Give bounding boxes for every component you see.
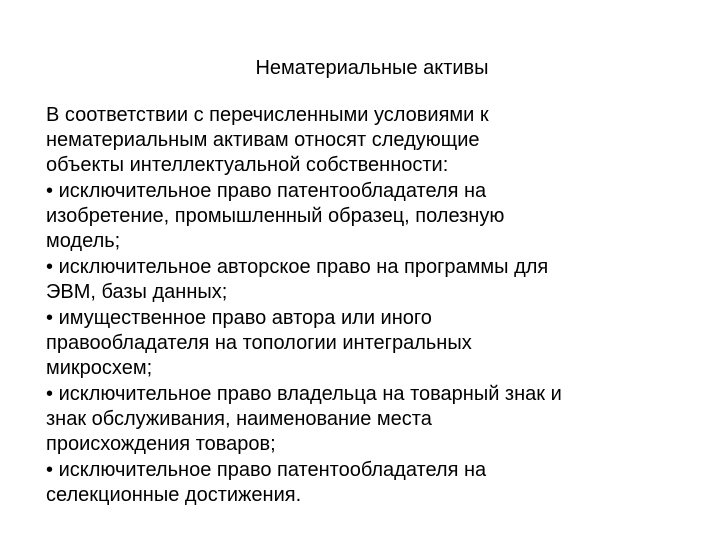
bullet-line: правообладателя на топологии интегральных — [46, 332, 472, 354]
bullet-item — [46, 179, 716, 254]
bullet-line: ЭВМ, базы данных; — [46, 281, 228, 303]
bullet-line: изобретение, промышленный образец, полезную — [46, 205, 505, 227]
bullet-line: происхождения товаров; — [46, 433, 276, 455]
bullet-line: модель; — [46, 230, 121, 252]
intro-line: В соответствии с перечисленными условиями к — [46, 104, 489, 126]
bullet-line: микросхем; — [46, 357, 153, 379]
bullet-line: имущественное право автора или иного — [53, 307, 432, 329]
bullet-marker: • — [46, 459, 54, 481]
intro-line: нематериальным активам относят следующие — [46, 129, 480, 151]
bullet-item — [46, 306, 716, 381]
slide-title: Нематериальные активы — [255, 57, 489, 79]
bullet-marker: • — [46, 307, 54, 329]
bullet-line: исключительное право патентообладателя на — [53, 459, 487, 481]
bullet-line: исключительное право патентообладателя на — [53, 180, 487, 202]
bullet-line: знак обслуживания, наименование места — [46, 408, 432, 430]
bullet-line: исключительное право владельца на товарный знак и — [53, 383, 562, 405]
bullet-marker: • — [46, 180, 54, 202]
bullet-line: селекционные достижения. — [46, 484, 302, 506]
bullet-marker: • — [46, 383, 54, 405]
bullet-item — [46, 458, 716, 508]
bullet-marker: • — [46, 256, 54, 278]
bullet-item — [46, 255, 716, 305]
intro-paragraph — [46, 103, 716, 178]
bullet-item — [46, 382, 716, 457]
slide-body — [46, 103, 716, 509]
bullet-line: исключительное авторское право на программы для — [53, 256, 549, 278]
intro-line: объекты интеллектуальной собственности: — [46, 154, 449, 176]
